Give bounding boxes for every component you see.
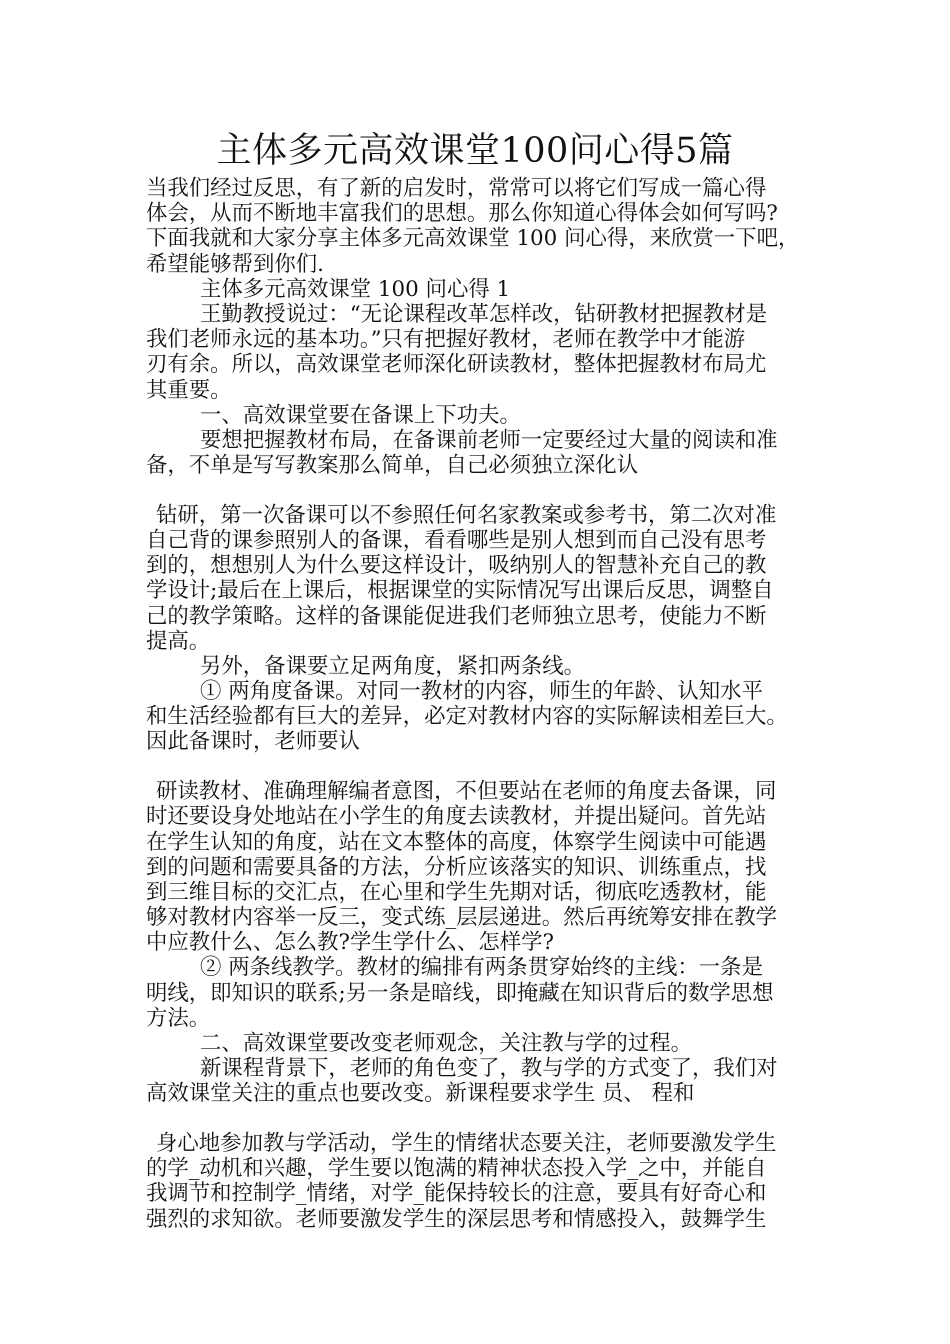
paragraph-gap [146, 1107, 836, 1132]
text-line: 到的，想想别人为什么要这样设计，吸纳别人的智慧补充自己的教 [146, 553, 767, 579]
text-line: 因此备课时，老师要认 [146, 729, 360, 755]
text-line: 到的问题和需要具备的方法，分析应该落实的知识、训练重点，找 [146, 854, 767, 880]
document-title: 主体多元高效课堂100问心得5篇 [216, 131, 734, 171]
text-line: 自己背的课参照别人的备课，看看哪些是别人想到而自己没有思考 [146, 527, 767, 553]
text-line: 方法。 [146, 1005, 211, 1031]
text-line: 王勤教授说过：“无论课程改革怎样改，钻研教材把握教材是 [200, 301, 768, 327]
text-line: 和生活经验都有巨大的差异，必定对教材内容的实际解读相差巨大。 [146, 704, 788, 730]
text-line: 希望能够帮到你们. [146, 251, 324, 277]
text-line: ② 两条线教学。教材的编排有两条贯穿始终的主线：一条是 [200, 955, 763, 981]
text-line: 提高。 [146, 628, 211, 654]
section-heading: 一、高效课堂要在备课上下功夫。 [200, 402, 521, 428]
text-line: 到三维目标的交汇点，在心里和学生先期对话，彻底吃透教材，能 [146, 879, 767, 905]
text-line: 要想把握教材布局，在备课前老师一定要经过大量的阅读和准 [200, 427, 778, 453]
text-line: 我调节和控制学_情绪，对学_能保持较长的注意，要具有好奇心和 [146, 1181, 767, 1207]
text-line: 新课程背景下，老师的角色变了，教与学的方式变了，我们对 [200, 1056, 778, 1082]
text-line: 身心地参加教与学活动，学生的情绪状态要关注，老师要激发学生 [156, 1131, 777, 1157]
text-line: 在学生认知的角度，站在文本整体的高度，体察学生阅读中可能遇 [146, 829, 767, 855]
document-body [146, 176, 836, 1232]
section-heading: 主体多元高效课堂 100 问心得 1 [200, 276, 511, 302]
text-line: 下面我就和大家分享主体多元高效课堂 100 问心得，来欣赏一下吧， [146, 226, 800, 252]
text-line: 当我们经过反思，有了新的启发时，常常可以将它们写成一篇心得 [146, 176, 767, 201]
text-line: 研读教材、准确理解编者意图，不但要站在老师的角度去备课，同 [156, 779, 777, 805]
text-line: 我们老师永远的基本功。”只有把握好教材，老师在教学中才能游 [146, 327, 746, 353]
text-line: 强烈的求知欲。老师要激发学生的深层思考和情感投入，鼓舞学生 [146, 1206, 767, 1232]
text-line: 其重要。 [146, 377, 232, 403]
text-line: 够对教材内容举一反三，变式练_层层递进。然后再统筹安排在教学 [146, 905, 778, 931]
section-heading: 二、高效课堂要改变老师观念，关注教与学的过程。 [200, 1031, 692, 1056]
text-line: 学设计;最后在上课后，根据课堂的实际情况写出课后反思，调整自 [146, 578, 774, 604]
text-line: 钻研，第一次备课可以不参照任何名家教案或参考书，第二次对准 [156, 502, 777, 528]
text-line: 另外，备课要立足两角度，紧扣两条线。 [200, 653, 586, 679]
text-line: 高效课堂关注的重点也要改变。新课程要求学生 员、 程和 [146, 1081, 695, 1107]
paragraph-gap [146, 478, 836, 503]
text-line: 的学_动机和兴趣，学生要以饱满的精神状态投入学_之中，并能自 [146, 1156, 767, 1182]
text-line: 中应教什么、怎么教?学生学什么、怎样学? [146, 930, 554, 956]
text-line: 备，不单是写写教案那么简单，自己必须独立深化认 [146, 453, 638, 479]
text-line: 时还要设身处地站在小学生的角度去读教材，并提出疑问。首先站 [146, 804, 767, 830]
text-line: 体会，从而不断地丰富我们的思想。那么你知道心得体会如何写吗? [146, 201, 778, 227]
text-line: 刃有余。所以，高效课堂老师深化研读教材，整体把握教材布局尤 [146, 352, 767, 378]
paragraph-gap [146, 755, 836, 780]
text-line: 己的教学策略。这样的备课能促进我们老师独立思考，使能力不断 [146, 603, 767, 629]
text-line: 明线，即知识的联系;另一条是暗线，即掩藏在知识背后的数学思想 [146, 980, 774, 1006]
text-line: ① 两角度备课。对同一教材的内容，师生的年龄、认知水平 [200, 679, 763, 705]
